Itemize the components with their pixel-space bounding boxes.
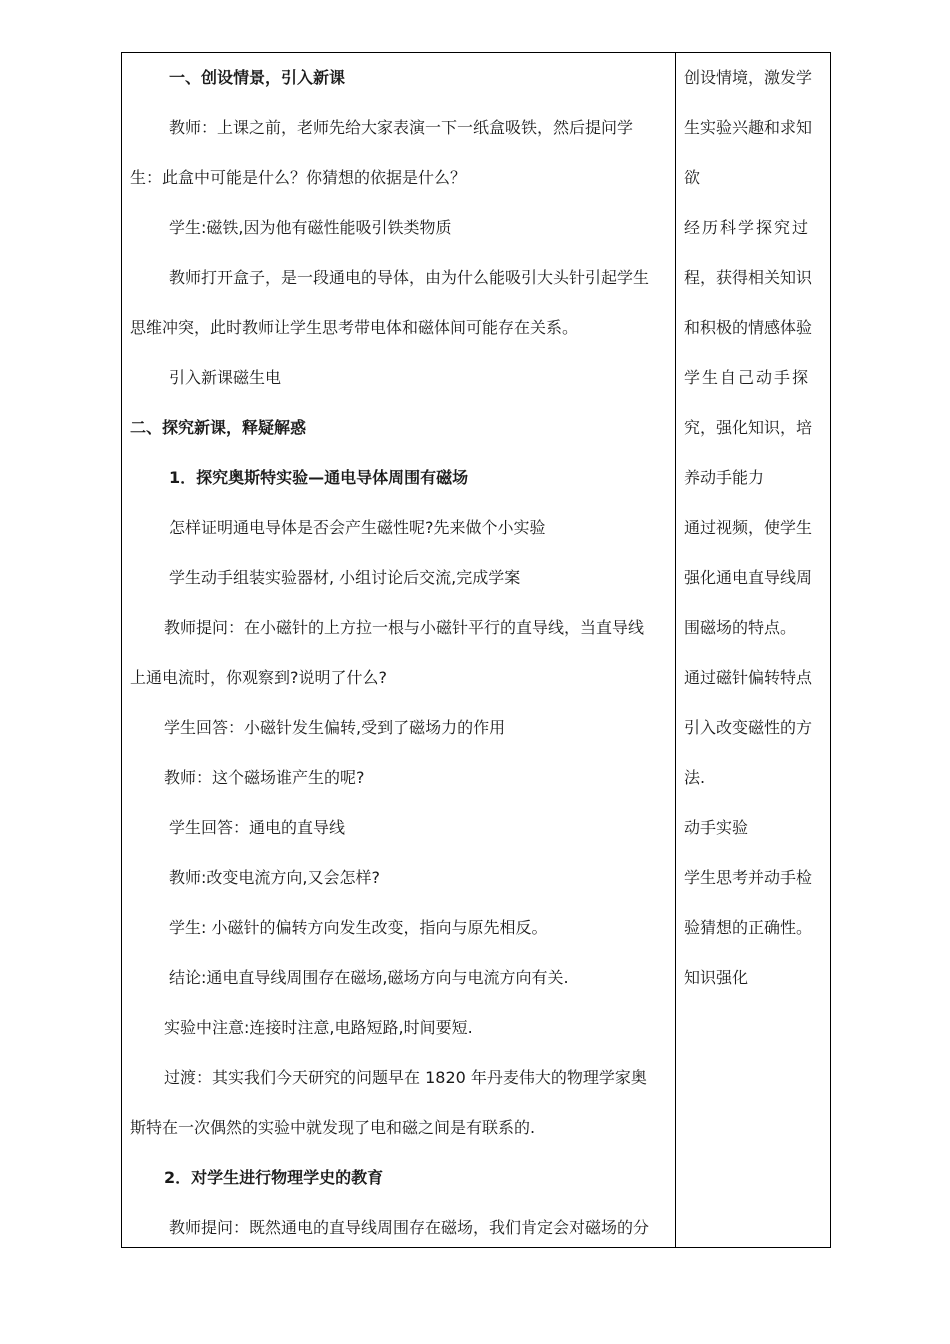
paragraph-line: 过渡：其实我们今天研究的问题早在 1820 年丹麦伟大的物理学家奥 (164, 1068, 647, 1087)
paragraph-line: 实验中注意:连接时注意,电路短路,时间要短. (164, 1018, 473, 1037)
paragraph-line: 结论:通电直导线周围存在磁场,磁场方向与电流方向有关. (169, 968, 569, 987)
paragraph-line: 教师：这个磁场谁产生的呢? (164, 768, 365, 787)
note-line: 强化通电直导线周 (684, 568, 813, 587)
paragraph-line: 怎样证明通电导体是否会产生磁性呢?先来做个小实验 (169, 518, 546, 537)
paragraph-line: 教师:改变电流方向,又会怎样? (169, 868, 380, 887)
note-line: 生实验兴趣和求知 (684, 118, 813, 137)
note-line: 经历科学探究过 (684, 218, 811, 237)
paragraph-line: 斯特在一次偶然的实验中就发现了电和磁之间是有联系的. (130, 1118, 536, 1137)
note-line: 学生自己动手探 (684, 368, 811, 387)
note-line: 欲 (684, 168, 701, 187)
note-line: 验猜想的正确性。 (684, 918, 813, 937)
paragraph-line: 学生:磁铁,因为他有磁性能吸引铁类物质 (169, 218, 452, 237)
note-line: 引入改变磁性的方 (684, 718, 813, 737)
paragraph-line: 学生回答：小磁针发生偏转,受到了磁场力的作用 (164, 718, 506, 737)
note-line: 通过磁针偏转特点 (684, 668, 813, 687)
section-heading-2: 二、探究新课，释疑解惑 (130, 418, 307, 437)
paragraph-line: 生：此盒中可能是什么？你猜想的依据是什么？ (130, 168, 467, 187)
note-line: 创设情境，激发学 (684, 68, 813, 87)
paragraph-line: 教师提问：既然通电的直导线周围存在磁场，我们肯定会对磁场的分 (169, 1218, 650, 1237)
paragraph-line: 学生动手组装实验器材, 小组讨论后交流,完成学案 (169, 568, 521, 587)
paragraph-line: 教师：上课之前，老师先给大家表演一下一纸盒吸铁，然后提问学 (169, 118, 634, 137)
paragraph-line: 引入新课磁生电 (169, 368, 282, 387)
note-line: 通过视频，使学生 (684, 518, 813, 537)
paragraph-line: 学生回答：通电的直导线 (169, 818, 346, 837)
note-line: 学生思考并动手检 (684, 868, 813, 887)
subsection-heading-2: 2．对学生进行物理学史的教育 (164, 1168, 384, 1187)
note-line: 法. (684, 768, 706, 787)
subsection-heading-1: 1．探究奥斯特实验—通电导体周围有磁场 (169, 468, 469, 487)
design-intent-column (676, 53, 830, 1247)
note-line: 动手实验 (684, 818, 749, 837)
section-heading-1: 一、创设情景，引入新课 (169, 68, 346, 87)
note-line: 程，获得相关知识 (684, 268, 813, 287)
paragraph-line: 上通电流时，你观察到?说明了什么? (130, 668, 387, 687)
paragraph-line: 学生: 小磁针的偏转方向发生改变，指向与原先相反。 (169, 918, 548, 937)
note-line: 围磁场的特点。 (684, 618, 797, 637)
note-line: 和积极的情感体验 (684, 318, 813, 337)
lesson-table (121, 52, 831, 1248)
note-line: 养动手能力 (684, 468, 765, 487)
paragraph-line: 教师提问：在小磁针的上方拉一根与小磁针平行的直导线，当直导线 (164, 618, 645, 637)
note-line: 究，强化知识，培 (684, 418, 813, 437)
teaching-process-column (122, 53, 675, 1247)
paragraph-line: 教师打开盒子，是一段通电的导体，由为什么能吸引大头针引起学生 (169, 268, 650, 287)
paragraph-line: 思维冲突，此时教师让学生思考带电体和磁体间可能存在关系。 (130, 318, 579, 337)
note-line: 知识强化 (684, 968, 749, 987)
